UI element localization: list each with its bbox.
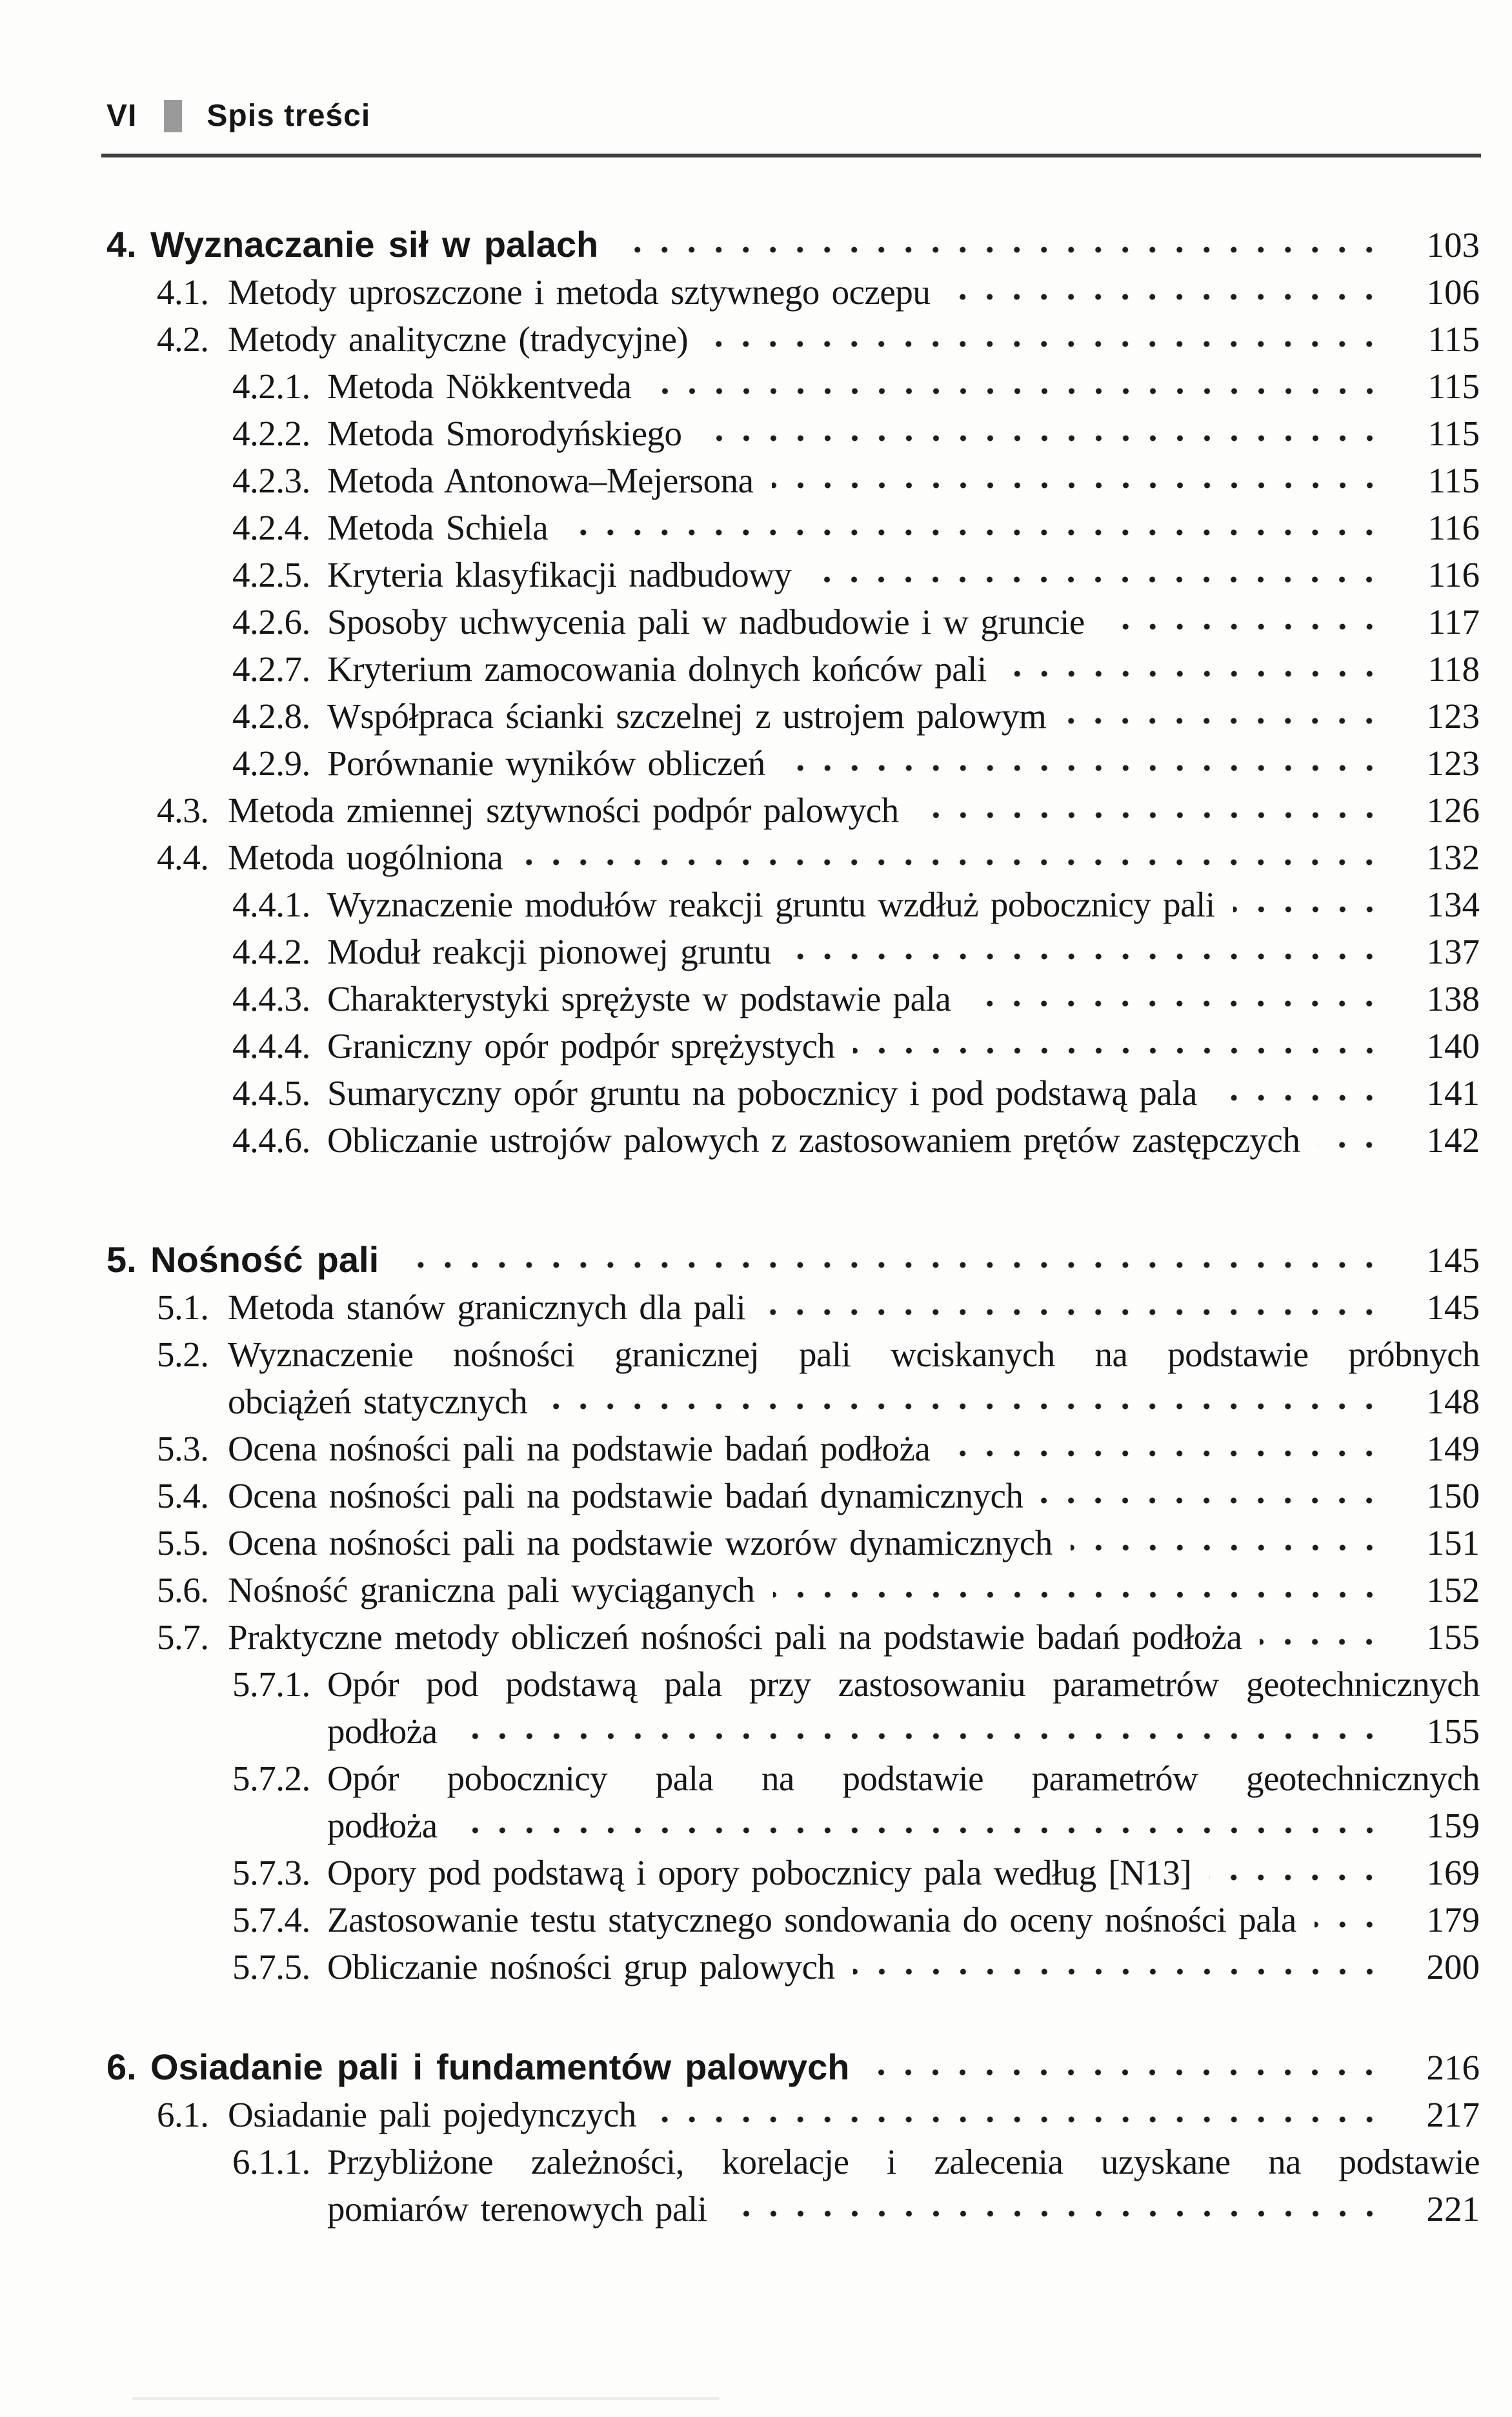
entry-number: 4.4.5.	[232, 1073, 310, 1113]
entry-number: 4.4.2.	[232, 932, 310, 971]
dot-leader	[917, 811, 1383, 820]
entry-number: 4.4.1.	[232, 885, 310, 924]
entry-title-continuation: pomiarów terenowych pali	[327, 2189, 707, 2229]
toc-entry-row	[157, 1284, 1480, 1331]
entry-title: Praktyczne metody obliczeń nośności pali na podstawie badań podłoża	[228, 1617, 1242, 1657]
entry-title: Opór pobocznicy pala na podstawie parametrów geotechnicznych	[327, 1759, 1480, 1798]
dot-leader	[725, 2209, 1383, 2218]
page-number: 200	[1426, 1947, 1480, 1987]
entry-number: 4.2.7.	[232, 649, 310, 689]
entry-title-continuation: podłoża	[327, 1712, 438, 1751]
toc-entry-row	[157, 2091, 1480, 2138]
toc-entry-row	[157, 268, 1480, 316]
toc-continuation-row	[228, 1378, 1480, 1425]
toc-entry-row	[232, 598, 1480, 645]
entry-title: Metoda Nökkentveda	[327, 367, 632, 406]
dot-leader	[853, 1046, 1383, 1055]
page-number: 221	[1426, 2189, 1480, 2229]
page-number: 115	[1427, 367, 1480, 406]
page-number: 152	[1426, 1570, 1480, 1610]
dot-leader	[1318, 1140, 1383, 1149]
dot-leader	[1103, 622, 1383, 631]
entry-title: Metody uproszczone i metoda sztywnego oczepu	[228, 272, 931, 312]
page-number: 150	[1426, 1476, 1480, 1515]
page-number: 151	[1426, 1523, 1480, 1562]
entry-number: 5.1.	[157, 1288, 209, 1327]
dot-leader	[1005, 669, 1383, 678]
toc-entry-row	[157, 1472, 1480, 1519]
page-number: 115	[1427, 319, 1480, 359]
toc-entry-row	[232, 645, 1480, 693]
dot-leader	[650, 387, 1384, 396]
entry-number: 4.4.3.	[232, 979, 310, 1018]
dot-leader	[772, 481, 1384, 490]
entry-title: Metoda stanów granicznych dla pali	[228, 1288, 746, 1327]
entry-number: 5.7.4.	[232, 1900, 310, 1939]
entry-number: 4.2.9.	[232, 743, 310, 783]
page-number: 103	[1426, 225, 1480, 265]
page-number: 115	[1427, 414, 1480, 453]
toc-heading-row	[106, 221, 1480, 268]
entry-title: Metody analityczne (tradycyjne)	[228, 319, 689, 359]
page-number: 126	[1426, 791, 1480, 830]
dot-leader	[763, 1308, 1383, 1317]
entry-title: Metoda uogólniona	[228, 838, 503, 877]
entry-number: 4.2.8.	[232, 696, 310, 736]
toc-section	[0, 221, 1512, 1164]
dot-leader	[948, 1449, 1383, 1458]
toc-entry-row	[232, 1896, 1480, 1943]
entry-title: Kryteria klasyfikacji nadbudowy	[327, 555, 792, 594]
page-number: 140	[1426, 1026, 1480, 1066]
page-number: 155	[1426, 1712, 1480, 1751]
dot-leader	[969, 999, 1383, 1008]
page-number: 169	[1426, 1853, 1480, 1892]
toc-entry-row	[157, 1519, 1480, 1566]
dot-leader	[456, 1826, 1383, 1835]
dot-leader	[1064, 716, 1383, 725]
page-number: 149	[1426, 1429, 1480, 1468]
page-number: 132	[1426, 838, 1480, 877]
entry-number: 5.6.	[157, 1570, 209, 1610]
dot-leader	[397, 1260, 1383, 1269]
toc-entry-row	[232, 2138, 1480, 2185]
entry-title: Porównanie wyników obliczeń	[327, 743, 765, 783]
toc-section	[0, 2043, 1512, 2232]
toc-list	[0, 221, 1512, 2232]
entry-title: Osiadanie pali i fundamentów palowych	[150, 2047, 850, 2087]
toc-entry-row	[157, 834, 1480, 881]
entry-number: 5.7.3.	[232, 1853, 310, 1892]
entry-number: 4.4.6.	[232, 1120, 310, 1160]
toc-entry-row	[232, 1849, 1480, 1896]
scanned-page	[0, 97, 1512, 2232]
page-number: 123	[1426, 743, 1480, 783]
entry-title: Ocena nośności pali na podstawie badań dynamicznych	[228, 1476, 1023, 1515]
page-number: 145	[1426, 1240, 1480, 1280]
entry-title: Metoda Schiela	[327, 508, 549, 547]
entry-title: Kryterium zamocowania dolnych końców pali	[327, 649, 987, 689]
toc-entry-row	[157, 1331, 1480, 1378]
page-number: 123	[1426, 696, 1480, 736]
dot-leader	[1041, 1496, 1383, 1505]
dot-leader	[783, 764, 1383, 773]
page-number: 106	[1426, 272, 1480, 312]
toc-entry-row	[232, 881, 1480, 928]
entry-title: Opór pod podstawą pala przy zastosowaniu parametrów geotechnicznych	[327, 1664, 1480, 1704]
scan-artifact	[132, 2397, 720, 2400]
entry-title: Moduł reakcji pionowej gruntu	[327, 932, 771, 971]
entry-number: 4.2.2.	[232, 414, 310, 453]
entry-number: 5.4.	[157, 1476, 209, 1515]
page-number: 145	[1426, 1288, 1480, 1327]
toc-entry-row	[232, 1661, 1480, 1708]
entry-title: Nośność pali	[150, 1239, 379, 1280]
page-number: 118	[1427, 649, 1480, 689]
entry-number: 4.2.5.	[232, 555, 310, 594]
page-header	[106, 97, 1481, 136]
page-number: 148	[1426, 1382, 1480, 1421]
toc-section	[0, 1236, 1512, 1990]
page-number: 216	[1426, 2048, 1480, 2087]
dot-leader	[853, 1967, 1383, 1976]
dot-leader	[809, 575, 1383, 584]
entry-title: Nośność graniczna pali wyciąganych	[228, 1570, 755, 1610]
page-number: 138	[1426, 979, 1480, 1018]
entry-title: Wyznaczenie nośności granicznej pali wciskanych na podstawie próbnych	[228, 1335, 1480, 1374]
entry-number: 5.	[106, 1239, 137, 1280]
entry-title: Metoda Antonowa–Mejersona	[327, 461, 754, 500]
entry-title: Sumaryczny opór gruntu na pobocznicy i pod podstawą pala	[327, 1073, 1197, 1113]
page-number: 217	[1426, 2095, 1480, 2134]
entry-number: 6.	[106, 2047, 137, 2087]
toc-entry-row	[232, 1943, 1480, 1990]
toc-entry-row	[232, 928, 1480, 975]
dot-leader	[616, 245, 1383, 254]
dot-leader	[700, 434, 1383, 443]
entry-title: Graniczny opór podpór sprężystych	[327, 1026, 835, 1066]
header-rule	[101, 154, 1481, 157]
toc-heading-row	[106, 2043, 1480, 2091]
page-number: 115	[1427, 461, 1480, 500]
toc-continuation-row	[327, 1708, 1480, 1755]
entry-title: Obliczanie ustrojów palowych z zastosowaniem prętów zastępczych	[327, 1120, 1300, 1160]
toc-continuation-row	[327, 1802, 1480, 1849]
dot-leader	[1209, 1873, 1383, 1882]
dot-leader	[789, 952, 1383, 961]
dot-leader	[566, 528, 1383, 537]
entry-number: 5.7.5.	[232, 1947, 310, 1987]
toc-entry-row	[232, 1069, 1480, 1117]
dot-leader	[867, 2068, 1383, 2077]
page-number: 155	[1426, 1617, 1480, 1657]
page-number: 141	[1426, 1073, 1480, 1113]
toc-entry-row	[232, 1755, 1480, 1802]
entry-number: 5.7.1.	[232, 1664, 310, 1704]
dot-leader	[456, 1732, 1383, 1741]
dot-leader	[773, 1590, 1383, 1599]
dot-leader	[654, 2115, 1383, 2124]
entry-number: 4.2.	[157, 319, 209, 359]
dot-leader	[948, 292, 1383, 301]
dot-leader	[1315, 1920, 1383, 1929]
entry-number: 6.1.	[157, 2095, 209, 2134]
page-number: 142	[1426, 1120, 1480, 1160]
dot-leader	[545, 1402, 1383, 1411]
page-number: 159	[1426, 1806, 1480, 1845]
entry-number: 4.4.4.	[232, 1026, 310, 1066]
toc-entry-row	[157, 787, 1480, 834]
page-number: 116	[1427, 508, 1480, 547]
entry-title: Osiadanie pali pojedynczych	[228, 2095, 636, 2134]
entry-title: Przybliżone zależności, korelacje i zalecenia uzyskane na podstawie	[327, 2142, 1480, 2181]
toc-entry-row	[232, 410, 1480, 457]
toc-entry-row	[232, 693, 1480, 740]
toc-entry-row	[232, 740, 1480, 787]
toc-continuation-row	[327, 2185, 1480, 2232]
dot-leader	[1215, 1093, 1383, 1102]
entry-title-continuation: podłoża	[327, 1806, 438, 1845]
entry-number: 4.4.	[157, 838, 209, 877]
entry-title: Wyznaczanie sił w palach	[150, 224, 599, 265]
entry-title: Wyznaczenie modułów reakcji gruntu wzdłuż pobocznicy pali	[327, 885, 1215, 924]
header-title: Spis treści	[207, 99, 371, 133]
entry-title: Współpraca ścianki szczelnej z ustrojem palowym	[327, 696, 1047, 736]
entry-number: 4.2.4.	[232, 508, 310, 547]
entry-title: Metoda Smorodyńskiego	[327, 414, 682, 453]
page-number: 116	[1427, 555, 1480, 594]
entry-number: 4.2.1.	[232, 367, 310, 406]
toc-entry-row	[232, 363, 1480, 410]
dot-leader	[1260, 1637, 1383, 1646]
entry-number: 5.2.	[157, 1335, 209, 1374]
entry-title: Obliczanie nośności grup palowych	[327, 1947, 835, 1987]
dot-leader	[1233, 905, 1383, 914]
entry-title: Sposoby uchwycenia pali w nadbudowie i w gruncie	[327, 602, 1085, 642]
entry-title-continuation: obciążeń statycznych	[228, 1382, 528, 1421]
entry-number: 4.2.3.	[232, 461, 310, 500]
entry-title: Ocena nośności pali na podstawie wzorów dynamicznych	[228, 1523, 1053, 1562]
page-number-label: VI	[106, 99, 137, 133]
toc-entry-row	[232, 504, 1480, 551]
page-number: 134	[1426, 885, 1480, 924]
toc-entry-row	[157, 1566, 1480, 1613]
dot-leader	[521, 858, 1383, 867]
entry-title: Ocena nośności pali na podstawie badań podłoża	[228, 1429, 931, 1468]
page-number: 137	[1426, 932, 1480, 971]
toc-entry-row	[232, 457, 1480, 504]
page-number: 179	[1426, 1900, 1480, 1939]
toc-entry-row	[157, 1613, 1480, 1661]
toc-entry-row	[232, 1022, 1480, 1069]
toc-entry-row	[157, 1425, 1480, 1472]
toc-entry-row	[157, 316, 1480, 363]
entry-number: 5.5.	[157, 1523, 209, 1562]
entry-number: 5.7.2.	[232, 1759, 310, 1798]
header-separator-square	[164, 100, 182, 132]
toc-entry-row	[232, 975, 1480, 1022]
entry-number: 4.	[106, 224, 137, 265]
entry-title: Opory pod podstawą i opory pobocznicy pala według [N13]	[327, 1853, 1192, 1892]
entry-number: 5.7.	[157, 1617, 209, 1657]
page-number: 117	[1427, 602, 1480, 642]
toc-entry-row	[232, 1117, 1480, 1164]
entry-title: Metoda zmiennej sztywności podpór palowych	[228, 791, 899, 830]
entry-number: 4.1.	[157, 272, 209, 312]
entry-title: Zastosowanie testu statycznego sondowania do oceny nośności pala	[327, 1900, 1296, 1939]
entry-title: Charakterystyki sprężyste w podstawie pala	[327, 979, 951, 1018]
entry-number: 5.3.	[157, 1429, 209, 1468]
dot-leader	[706, 339, 1383, 349]
entry-number: 6.1.1.	[232, 2142, 310, 2181]
entry-number: 4.2.6.	[232, 602, 310, 642]
toc-entry-row	[232, 551, 1480, 598]
entry-number: 4.3.	[157, 791, 209, 830]
toc-heading-row	[106, 1236, 1480, 1284]
dot-leader	[1071, 1543, 1383, 1552]
